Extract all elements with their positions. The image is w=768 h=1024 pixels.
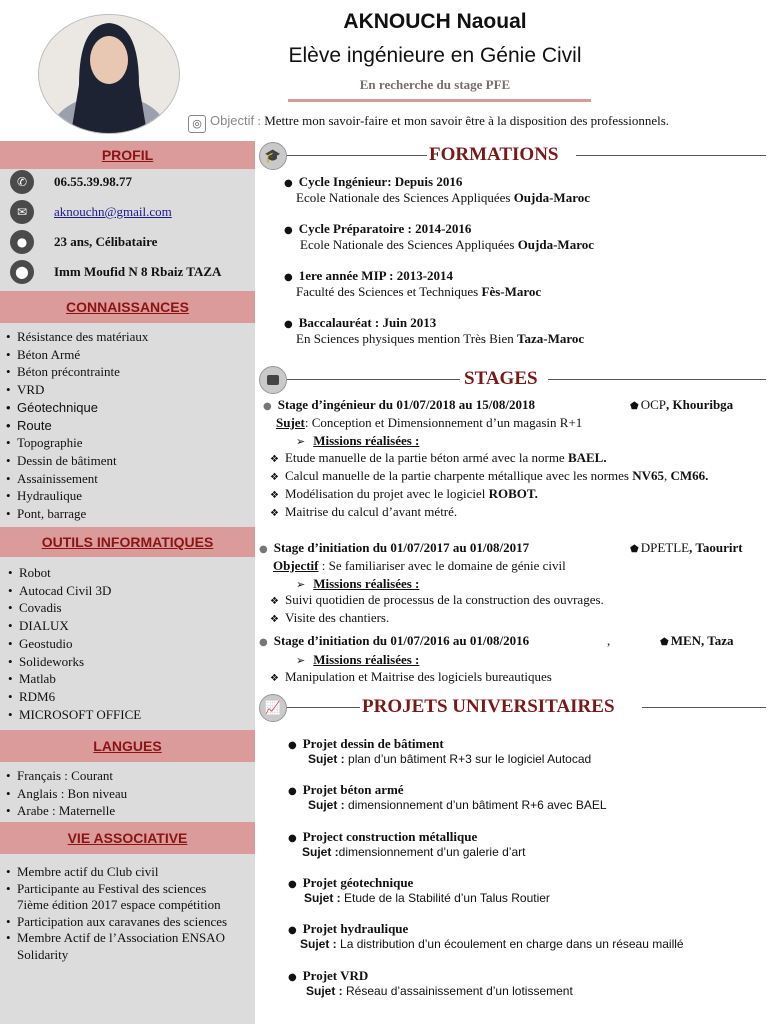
- address: Imm Moufid N 8 Rbaiz TAZA: [54, 264, 222, 279]
- list-item: • Pont, barrage: [6, 505, 148, 523]
- tools-heading: OUTILS INFORMATIQUES: [0, 527, 255, 557]
- list-item: • Béton précontrainte: [6, 363, 148, 381]
- diamond-bullet-icon: ❖: [270, 596, 279, 607]
- email-link[interactable]: aknouchn@gmail.com: [54, 204, 172, 219]
- diamond-bullet-icon: ❖: [270, 614, 279, 625]
- list-item: • Géotechnique: [6, 399, 148, 417]
- arrow-icon: ➢: [296, 578, 306, 591]
- tagline-divider: [288, 99, 591, 102]
- stage-item-2: ● Stage d’initiation du 01/07/2017 au 01/08/2017: [259, 540, 530, 555]
- stage-1-location: ⬟ OCP, Khouribga: [630, 397, 734, 412]
- project-item: ● Projet hydraulique Sujet : La distribution d’un écoulement en charge dans un réseau maillé: [288, 921, 684, 951]
- tagline: En recherche du stage PFE: [359, 77, 511, 92]
- list-item: • RDM6: [8, 688, 141, 706]
- knowledge-list: [6, 328, 148, 523]
- list-item: • Geostudio: [8, 635, 141, 653]
- stage-3-location: ⬟ MEN, Taza: [660, 633, 734, 648]
- stage-2-location: ⬟ DPETLE, Taourirt: [630, 540, 743, 555]
- projects-title: PROJETS UNIVERSITAIRES: [362, 696, 615, 717]
- profile-photo: [38, 14, 180, 134]
- list-item: • Hydraulique: [6, 487, 148, 505]
- objective: ◎ Objectif : Mettre mon savoir-faire et mon savoir être à la disposition des professionnels.: [188, 113, 669, 133]
- project-item: ● Project construction métallique Sujet :dimensionnement d’un galerie d’art: [288, 829, 526, 859]
- stages-heading: [256, 364, 768, 394]
- project-item: ● Projet VRD Sujet : Réseau d’assainissement d’un lotissement: [288, 968, 573, 998]
- stage-item-3: ● Stage d’initiation du 01/07/2016 au 01/08/2016: [259, 633, 530, 648]
- list-item: • Résistance des matériaux: [6, 328, 148, 346]
- phone-number: 06.55.39.98.77: [54, 174, 132, 189]
- list-item: • Dessin de bâtiment: [6, 452, 148, 470]
- project-item: ● Projet béton armé Sujet : dimensionnement d’un bâtiment R+6 avec BAEL: [288, 782, 607, 812]
- candidate-name: AKNOUCH Naoual: [343, 10, 527, 33]
- stage-2-objective: Objectif : Se familiariser avec le domaine de génie civil: [273, 558, 566, 573]
- task-item: ❖ Visite des chantiers.: [270, 610, 390, 625]
- sidebar: [0, 141, 255, 1024]
- project-item: ● Projet dessin de bâtiment Sujet : plan d’un bâtiment R+3 sur le logiciel Autocad: [288, 736, 592, 766]
- list-item: • Autocad Civil 3D: [8, 582, 141, 600]
- graduation-cap-icon: 🎓: [259, 142, 287, 170]
- list-item: • Robot: [8, 564, 141, 582]
- list-item: • Membre actif du Club civil: [6, 864, 241, 881]
- formation-item: ● Cycle Préparatoire : 2014-2016 Ecole Nationale des Sciences Appliquées Oujda-Maroc: [284, 221, 594, 252]
- associative-list: [6, 864, 241, 964]
- list-item: • Arabe : Maternelle: [6, 802, 127, 820]
- list-item: • Anglais : Bon niveau: [6, 785, 127, 803]
- chart-icon: 📈: [259, 694, 287, 722]
- stage-1-subject: Sujet: Conception et Dimensionnement d’un magasin R+1: [276, 415, 583, 430]
- age-row: [10, 229, 158, 255]
- diamond-bullet-icon: ❖: [270, 508, 279, 519]
- tools-list: [8, 564, 141, 723]
- list-item: • Solideworks: [8, 653, 141, 671]
- location-pin-icon: ⬟: [660, 637, 669, 648]
- formation-item: ● 1ere année MIP : 2013-2014 Faculté des Sciences et Techniques Fès-Maroc: [284, 268, 542, 299]
- task-item: ❖ Suivi quotidien de processus de la construction des ouvrages.: [270, 592, 604, 607]
- person-icon: ●: [10, 230, 34, 254]
- languages-list: [6, 767, 127, 820]
- missions-label: ➢ Missions réalisées :: [296, 652, 420, 667]
- list-item: • Covadis: [8, 599, 141, 617]
- list-item: • Topographie: [6, 434, 148, 452]
- list-item: • Membre Actif de l’Association ENSAO Solidarity: [6, 930, 241, 963]
- target-icon: ◎: [188, 115, 206, 133]
- stage-item-1: ● Stage d’ingénieur du 01/07/2018 au 15/08/2018: [263, 397, 535, 412]
- list-item: • VRD: [6, 381, 148, 399]
- phone-icon: ✆: [10, 170, 34, 194]
- task-item: ❖ Calcul manuelle de la partie charpente métallique avec les normes NV65, CM66.: [270, 468, 709, 483]
- list-item: • Route: [6, 417, 148, 435]
- briefcase-icon: [259, 366, 287, 394]
- list-item: • Matlab: [8, 670, 141, 688]
- languages-heading: LANGUES: [0, 730, 255, 762]
- arrow-icon: ➢: [296, 654, 306, 667]
- list-item: • Français : Courant: [6, 767, 127, 785]
- candidate-title: Elève ingénieure en Génie Civil: [288, 44, 582, 67]
- profile-heading: PROFIL: [0, 141, 255, 169]
- location-pin-icon: ⬟: [630, 401, 639, 412]
- phone-row: [10, 169, 132, 195]
- stage-3-comma: ,: [607, 633, 611, 648]
- diamond-bullet-icon: ❖: [270, 472, 279, 483]
- stages-title: STAGES: [464, 368, 538, 389]
- arrow-icon: ➢: [296, 435, 306, 448]
- list-item: • Participation aux caravanes des sciences: [6, 914, 241, 931]
- envelope-icon: ✉: [10, 200, 34, 224]
- objective-text: Mettre mon savoir-faire et mon savoir être à la disposition des professionnels.: [264, 113, 670, 128]
- objective-label: Objectif: [210, 113, 255, 128]
- missions-label: ➢ Missions réalisées :: [296, 576, 420, 591]
- associative-heading: VIE ASSOCIATIVE: [0, 822, 255, 854]
- location-pin-icon: ⬤: [10, 260, 34, 284]
- diamond-bullet-icon: ❖: [270, 673, 279, 684]
- list-item: • MICROSOFT OFFICE: [8, 706, 141, 724]
- missions-label: ➢ Missions réalisées :: [296, 433, 420, 448]
- address-row: [10, 259, 222, 285]
- formations-title: FORMATIONS: [429, 144, 559, 165]
- formation-item: ● Cycle Ingénieur: Depuis 2016 Ecole Nationale des Sciences Appliquées Oujda-Maroc: [284, 174, 590, 205]
- task-item: ❖ Manipulation et Maitrise des logiciels bureautiques: [270, 669, 552, 684]
- list-item: • Participante au Festival des sciences 7ième édition 2017 espace compétition: [6, 881, 241, 914]
- list-item: • DIALUX: [8, 617, 141, 635]
- task-item: ❖ Maitrise du calcul d’avant métré.: [270, 504, 458, 519]
- knowledge-heading: CONNAISSANCES: [0, 291, 255, 323]
- age-status: 23 ans, Célibataire: [54, 234, 158, 249]
- formations-heading: [256, 140, 768, 170]
- list-item: • Béton Armé: [6, 346, 148, 364]
- task-item: ❖ Modélisation du projet avec le logiciel ROBOT.: [270, 486, 538, 501]
- list-item: • Assainissement: [6, 470, 148, 488]
- formation-item: ● Baccalauréat : Juin 2013 En Sciences physiques mention Très Bien Taza-Maroc: [284, 315, 585, 346]
- location-pin-icon: ⬟: [630, 544, 639, 555]
- projects-heading: [256, 692, 768, 722]
- email-row: [10, 199, 172, 225]
- task-item: ❖ Etude manuelle de la partie béton armé avec la norme BAEL.: [270, 450, 607, 465]
- diamond-bullet-icon: ❖: [270, 490, 279, 501]
- diamond-bullet-icon: ❖: [270, 454, 279, 465]
- project-item: ● Projet géotechnique Sujet : Etude de la Stabilité d’un Talus Routier: [288, 875, 550, 905]
